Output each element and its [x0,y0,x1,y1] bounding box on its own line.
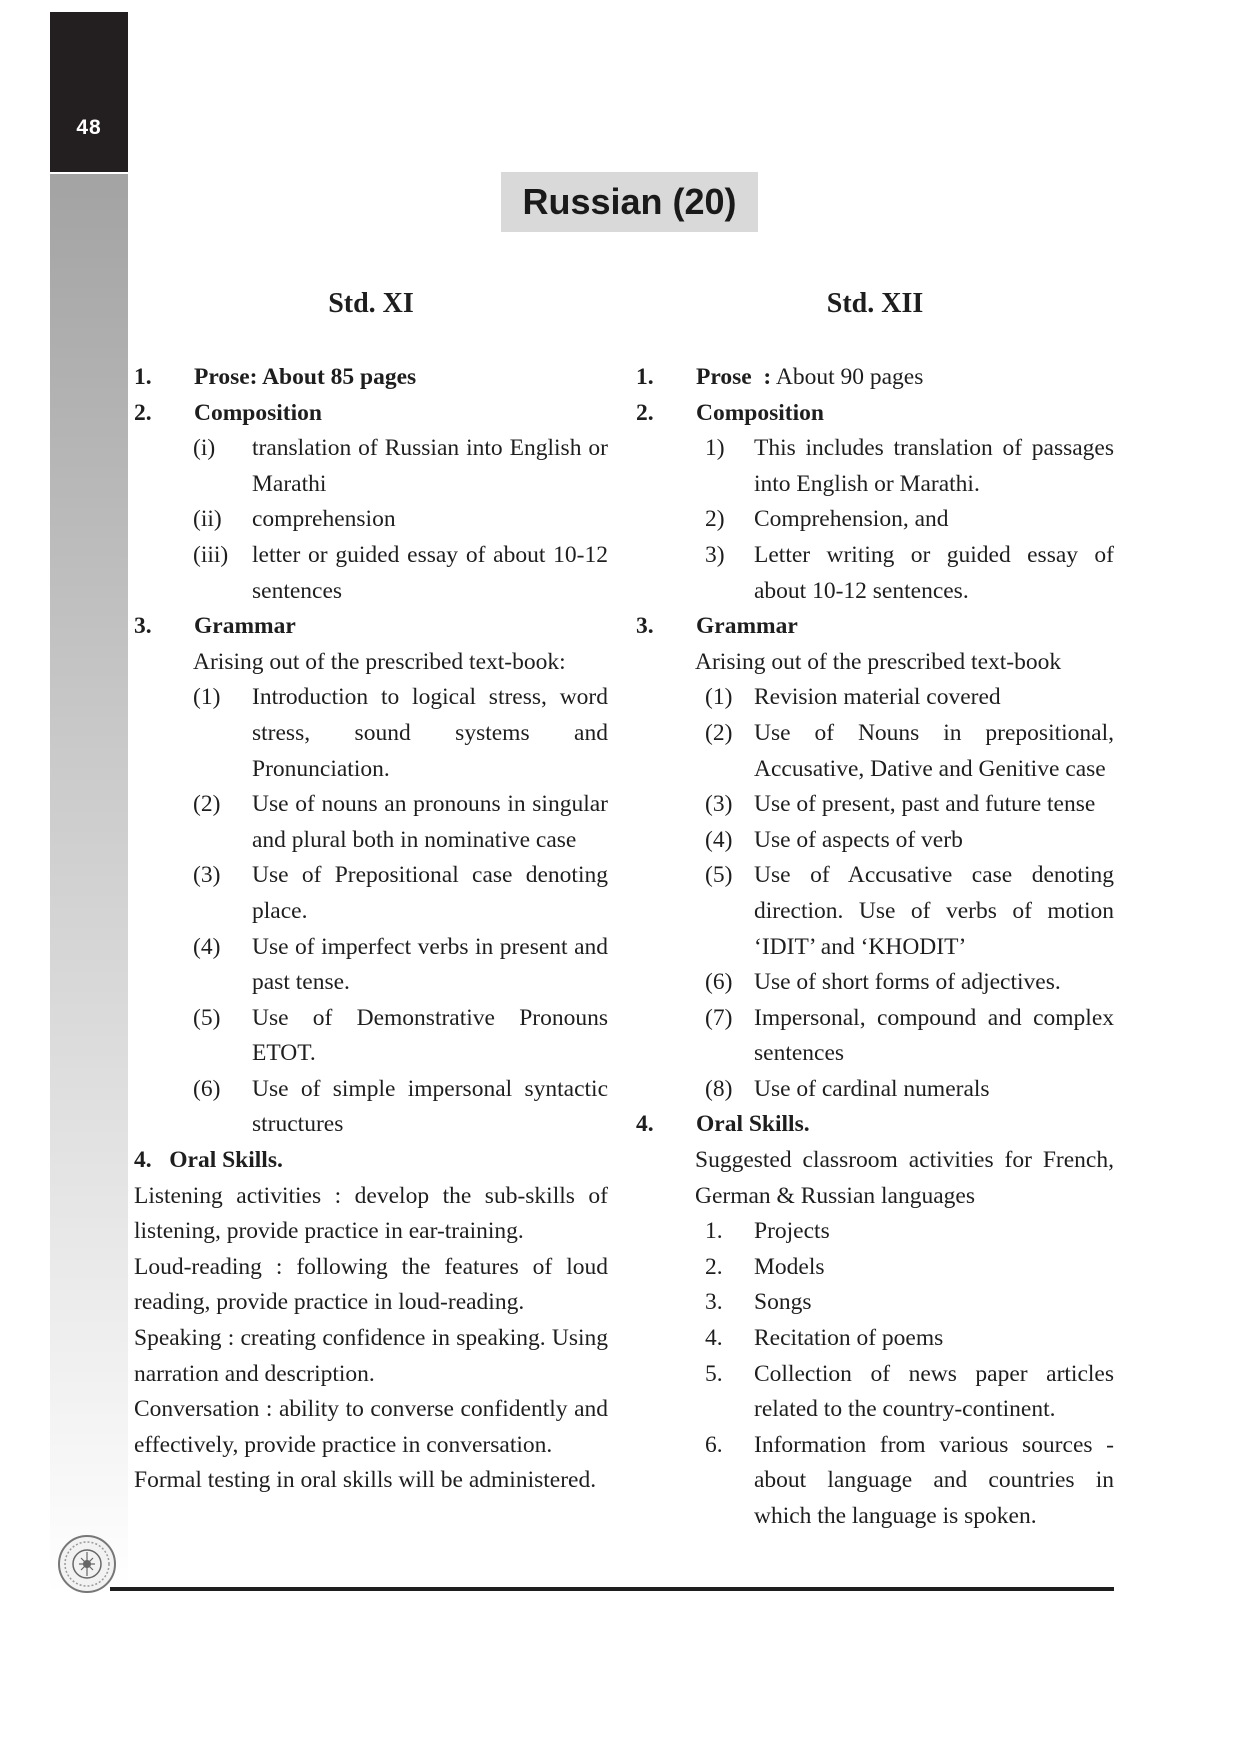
list-item: (2) Use of nouns an pronouns in singular and plural both in nominative case [193,791,608,853]
oral-paragraph: Formal testing in oral skills will be administered. [134,1467,597,1494]
std-xi-heading: Std. XI [328,288,414,319]
prose-item: 1. Prose: About 85 pages [134,364,417,390]
grammar-intro: Arising out of the prescribed text-book: [193,648,566,675]
oral-skills-heading: 4. Oral Skills. [636,1111,810,1138]
list-item: (1) Introduction to logical stress, word stress, sound systems and Pronunciation. [193,684,608,782]
list-item: (2) Use of Nouns in prepositional, Accusative, Dative and Genitive case [705,719,1114,782]
list-item: (6) Use of simple impersonal syntactic structures [193,1075,608,1138]
list-item: (5) Use of Accusative case denoting direction. Use of verbs of motion ‘IDIT’ and ‘KHODIT’ [705,862,1114,960]
composition-heading: 2. Composition [134,399,322,426]
list-item: (7) Impersonal, compound and complex sentences [705,1004,1114,1067]
composition-heading: 2. Composition [636,399,824,426]
board-emblem-icon [57,1534,117,1594]
oral-skills-heading: 4. Oral Skills. [134,1147,283,1174]
page-number: 48 [76,116,102,139]
list-item: (5) Use of Demonstrative Pronouns ETOT. [193,1004,608,1067]
oral-intro: Suggested classroom activities for French, German & Russian languages [695,1147,1114,1209]
grammar-intro: Arising out of the prescribed text-book [695,648,1062,675]
side-gradient-strip [50,174,128,1594]
list-item: (3) Use of present, past and future tense [705,791,1096,818]
list-item: 2) Comprehension, and [705,506,949,533]
grammar-heading: 3. Grammar [134,613,296,640]
list-item: (8) Use of cardinal numerals [705,1075,990,1102]
list-item: 1. Projects [705,1218,830,1245]
oral-paragraph: Listening activities : develop the sub-skills of listening, provide practice in ear-training. [134,1182,608,1245]
prose-item: 1. Prose : About 90 pages [636,364,924,390]
list-item: (ii) comprehension [193,506,396,533]
oral-paragraph: Conversation : ability to converse confidently and effectively, provide practice in conversation. [134,1396,608,1458]
list-item: 5. Collection of news paper articles related to the country-continent. [705,1360,1114,1423]
list-item: (4) Use of aspects of verb [705,826,963,853]
std-xii-column [636,360,1114,1535]
list-item: (iii) letter or guided essay of about 10-12 sentences [193,541,608,604]
list-item: (6) Use of short forms of adjectives. [705,969,1061,996]
list-item: (1) Revision material covered [705,684,1001,711]
oral-paragraph: Speaking : creating confidence in speaking. Using narration and description. [134,1325,608,1387]
std-xi-column [134,360,608,1499]
list-item: 1) This includes translation of passages into English or Marathi. [705,435,1114,497]
list-item: 3. Songs [705,1289,812,1316]
list-item: (i) translation of Russian into English or Marathi [193,435,608,497]
oral-paragraph: Loud-reading : following the features of loud reading, provide practice in loud-reading. [134,1253,608,1316]
page-number-tab [50,12,128,172]
list-item: 4. Recitation of poems [705,1325,944,1352]
std-xii-heading: Std. XII [826,288,924,319]
page-title: Russian (20) [501,172,758,232]
list-item: 3) Letter writing or guided essay of about 10-12 sentences. [705,541,1114,604]
list-item: (3) Use of Prepositional case denoting place. [193,862,608,924]
list-item: 6. Information from various sources - about language and countries in which the language is spoken. [705,1431,1114,1529]
bottom-rule [110,1587,1114,1591]
list-item: (4) Use of imperfect verbs in present and past tense. [193,933,608,996]
grammar-heading: 3. Grammar [636,613,798,640]
list-item: 2. Models [705,1253,825,1280]
